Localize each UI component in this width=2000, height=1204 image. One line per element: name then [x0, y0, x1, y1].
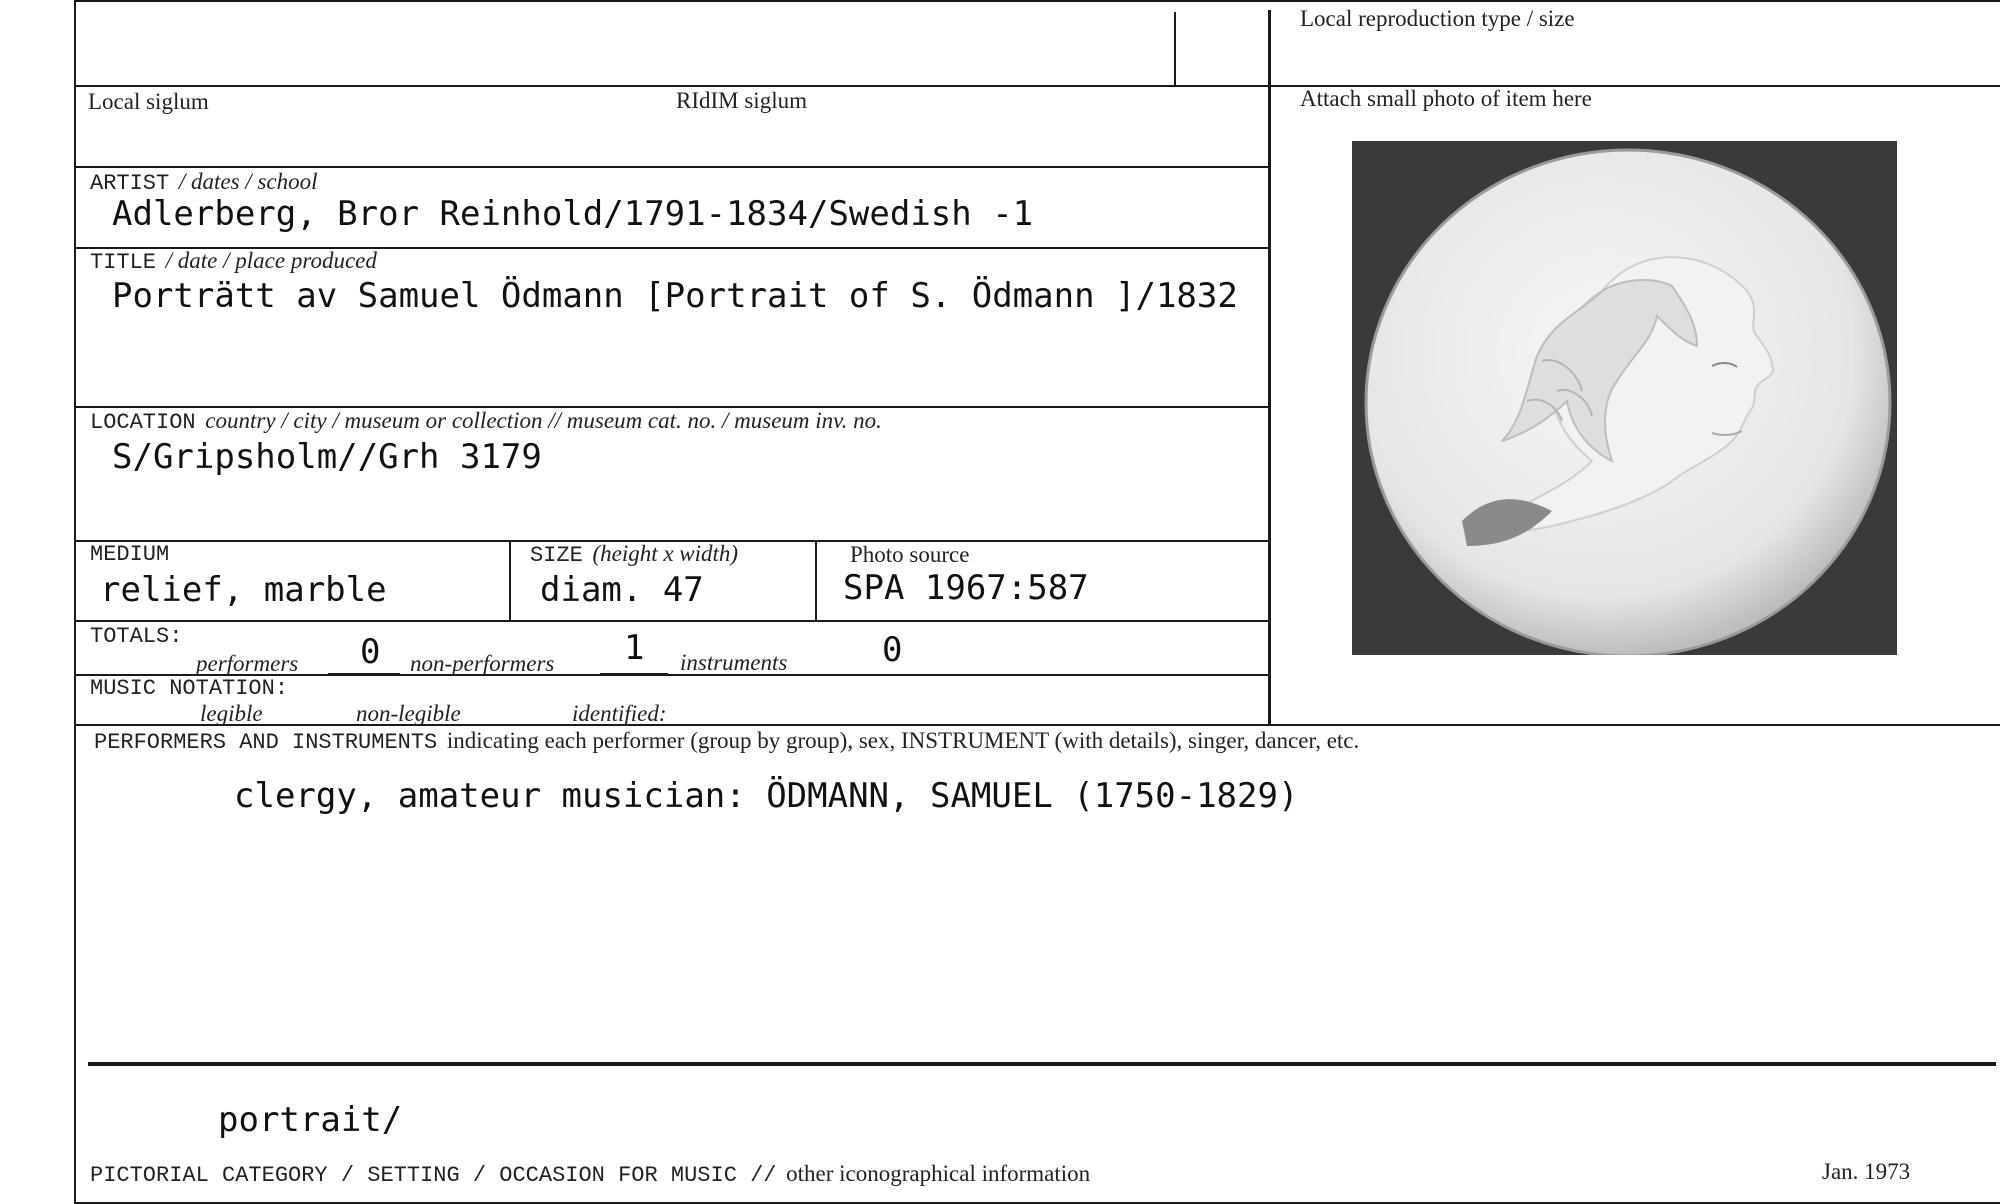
instruments-value: 0: [882, 630, 903, 670]
size-label-rest: (height x width): [592, 541, 739, 566]
col-divider-top: [1174, 12, 1176, 86]
non-performers-label: non-performers: [410, 651, 555, 676]
col-divider-medium: [509, 540, 511, 622]
location-value: S/Gripsholm//Grh 3179: [112, 437, 542, 477]
non-legible-label: non-legible: [356, 701, 461, 726]
ridim-siglum-label: RIdIM siglum: [676, 88, 807, 113]
medium-value: relief, marble: [100, 570, 387, 610]
card-date: Jan. 1973: [1822, 1159, 1911, 1184]
local-siglum-label: Local siglum: [88, 89, 209, 114]
artist-label: [90, 169, 318, 196]
identified-label: identified:: [572, 701, 667, 726]
non-performers-value: 1: [624, 628, 645, 668]
title-label-caps: TITLE: [90, 250, 157, 275]
size-value: diam. 47: [540, 570, 704, 610]
location-label-caps: LOCATION: [90, 410, 196, 435]
music-notation-label: MUSIC NOTATION:: [90, 676, 289, 701]
col-divider-main: [1268, 10, 1271, 724]
medium-label: MEDIUM: [90, 542, 170, 567]
legible-label: legible: [200, 701, 263, 726]
rule-after-medium: [74, 620, 1270, 622]
non-performers-underline: [600, 673, 668, 675]
performers-instruments-caps: PERFORMERS AND INSTRUMENTS: [94, 730, 438, 755]
performers-instruments-value: clergy, amateur musician: ÖDMANN, SAMUEL (1750-1829): [234, 776, 1299, 816]
rule-heavy-bottom: [88, 1062, 1996, 1066]
location-label: [90, 408, 882, 435]
local-reproduction-label: Local reproduction type / size: [1300, 6, 1575, 31]
totals-label: TOTALS:: [90, 624, 183, 649]
instruments-label: instruments: [680, 650, 788, 675]
performers-label: performers: [196, 651, 299, 676]
artist-label-rest: / dates / school: [178, 169, 318, 194]
rule-after-siglum: [74, 166, 1270, 168]
left-border: [74, 0, 76, 1204]
pictorial-label-caps: PICTORIAL CATEGORY / SETTING / OCCASION FOR MUSIC //: [90, 1163, 777, 1188]
title-value: Porträtt av Samuel Ödmann [Portrait of S. Ödmann ]/1832: [112, 276, 1238, 316]
photo-source-label: Photo source: [850, 542, 970, 567]
performers-underline: [328, 673, 400, 675]
col-divider-size: [815, 540, 817, 622]
pictorial-value: portrait/: [218, 1100, 403, 1140]
title-label-rest: / date / place produced: [165, 248, 377, 273]
title-label: [90, 248, 377, 275]
item-photo: [1352, 141, 1897, 655]
location-label-rest: country / city / museum or collection // museum cat. no. / museum inv. no.: [205, 408, 882, 433]
performers-value: 0: [360, 632, 381, 672]
rule-top-row: [74, 85, 2000, 87]
artist-value: Adlerberg, Bror Reinhold/1791-1834/Swedish -1: [112, 194, 1034, 234]
pictorial-label: [90, 1161, 1090, 1188]
attach-photo-label: Attach small photo of item here: [1300, 86, 1592, 111]
artist-label-caps: ARTIST: [90, 171, 170, 196]
top-border: [74, 0, 2000, 2]
size-label: [530, 541, 738, 568]
marble-relief-image: [1352, 141, 1897, 655]
pictorial-label-rest: other iconographical information: [786, 1161, 1091, 1186]
performers-instruments-rest: indicating each performer (group by group), sex, INSTRUMENT (with details), singer, dancer, etc.: [446, 728, 1360, 753]
size-label-caps: SIZE: [530, 543, 583, 568]
photo-source-value: SPA 1967:587: [843, 568, 1089, 608]
performers-instruments-label: [94, 728, 1359, 755]
